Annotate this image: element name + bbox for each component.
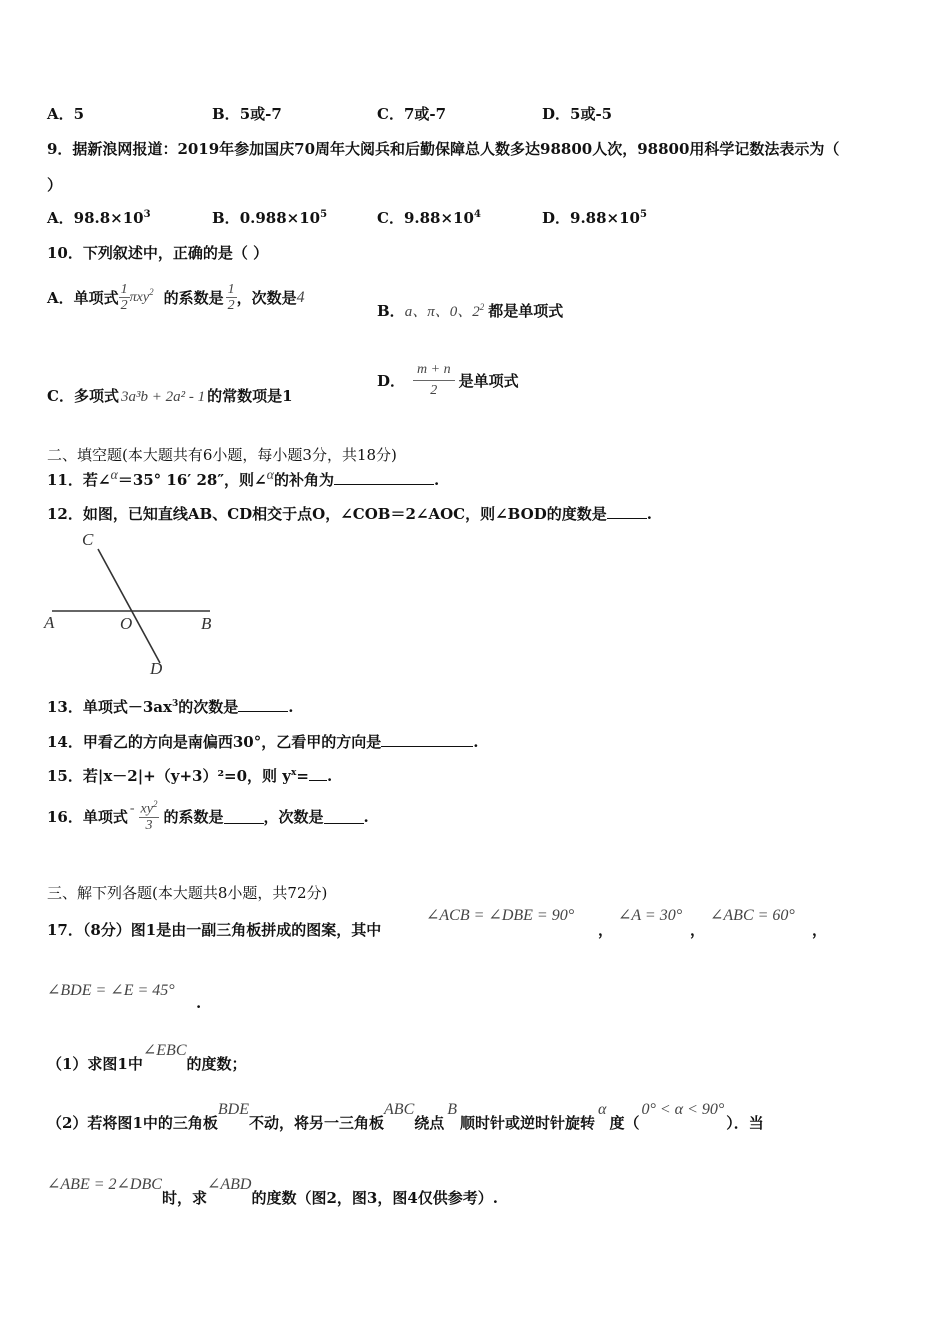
math-range: 0° < α < 90° [641,1101,725,1118]
option-label: A．单项式 [47,289,119,308]
option-text: 9.88×10 [403,209,474,227]
q12-figure [40,525,230,685]
q17-stem: 17．（8分）图1是由一副三角板拼成的图案，其中 [47,921,382,939]
q14-text: . [473,733,479,751]
option-exponent: 3 [143,209,151,220]
math-exponent: x [290,768,297,778]
option-text: 都是单项式 [488,302,564,320]
q17-text: 不动，将另一三角板 [249,1114,385,1132]
q17-eq-a: ∠A = 30° [618,907,683,924]
math-exponent: 2 [479,302,485,312]
q17-sep: ， [690,921,706,939]
q10-option-c [47,385,293,406]
label-a: A [44,613,55,632]
q17-part-1 [47,1042,247,1074]
option-letter: A． [47,105,74,123]
answer-blank[interactable] [324,809,364,824]
answer-blank[interactable] [238,697,288,712]
q9-stem-close: ） [47,176,63,194]
option-label: D． [377,371,406,390]
q17-eq-abc: ∠ABC = 60° [710,907,795,924]
math-alpha: α [110,468,118,483]
fraction-numerator: 1 [227,282,235,297]
q13 [47,696,294,717]
option-exponent: 5 [320,209,328,220]
q16-text: 的系数是 [163,808,224,827]
q8-option-a [47,103,84,124]
fraction-denominator: 3 [145,818,153,834]
option-letter: C． [377,209,404,227]
fraction-denominator: 2 [227,298,235,314]
q8-option-d [542,103,612,124]
math-variable: xy [140,801,153,817]
option-letter: A． [47,209,74,227]
q12-text: . [646,505,652,523]
line-cd [98,549,160,663]
fraction-denominator: 2 [120,298,128,314]
q10-option-a [47,282,305,314]
option-letter: B． [212,209,240,227]
math-value: 4 [296,288,305,306]
answer-blank[interactable] [607,504,647,519]
q17-text: 度（ [609,1114,640,1132]
option-letter: D． [542,105,571,123]
q17-text: 绕点 [414,1114,445,1132]
math-angle: ∠EBC [142,1042,187,1059]
math-sign: - [129,800,135,816]
fraction [413,362,455,399]
option-label: B． [377,302,405,320]
label-b: B [201,614,212,633]
option-text: 5或-7 [239,105,282,123]
math-variable: πxy [129,289,150,305]
math-triangle: ABC [384,1101,415,1118]
q17-text: （2）若将图1中的三角板 [47,1114,218,1132]
answer-blank[interactable] [381,732,473,747]
option-label: C．多项式 [47,387,119,405]
math-exponent: 3 [171,699,179,709]
q17-text: ）．当 [726,1114,764,1132]
math-alpha: α [598,1101,607,1118]
q9-option-b [212,207,327,228]
option-text: 5或-5 [570,105,613,123]
q17-dot: . [196,994,202,1012]
option-exponent: 4 [473,209,481,220]
q16 [47,800,369,833]
math-triangle: BDE [217,1101,249,1118]
option-text: 5 [73,105,85,123]
answer-blank[interactable] [224,809,264,824]
math-angle: ∠ABD [206,1176,252,1193]
fraction-numerator: 1 [120,282,128,297]
q16-text: 16．单项式 [47,808,128,827]
q9-stem: 9．据新浪网报道：2019年参加国庆70周年大阅兵和后勤保障总人数多达98800人次，98800用科学记数法表示为（ [47,140,840,158]
label-c: C [82,530,94,549]
section-2-title: 二、填空题(本大题共有6小题，每小题3分，共18分) [47,446,397,464]
q17-text: 顺时针或逆时针旋转 [460,1114,596,1132]
q9-option-d [542,207,647,228]
option-letter: C． [377,105,404,123]
option-text: 9.88×10 [570,209,640,227]
q9-option-c [377,207,481,228]
section-3-title: 三、解下列各题(本大题共8小题，共72分) [47,884,328,902]
option-text: ，次数是 [236,289,297,308]
fraction [119,282,130,314]
q8-option-b [212,103,282,124]
option-letter: D． [542,209,571,227]
option-text: 是单项式 [458,371,519,390]
label-o: O [120,614,133,633]
q15 [47,765,332,786]
math-condition: ∠ABE = 2∠DBC [47,1176,162,1193]
q17-sep: ， [598,921,614,939]
q10-stem: 10．下列叙述中，正确的是（ ） [47,244,269,262]
q10-option-b [377,300,563,321]
q17-text: 的度数； [186,1055,247,1073]
q16-text: . [363,807,369,826]
q17-part-3 [47,1176,499,1208]
q17-text: （1）求图1中 [47,1055,143,1073]
q15-text: 15．若|x－2|+（y+3）²=0，则 y [47,767,291,785]
q16-text: ，次数是 [263,808,324,827]
q17-part-2 [47,1101,764,1133]
option-letter: B． [212,105,240,123]
q13-text: 13．单项式－3ax [47,698,172,716]
q13-text: 的次数是 [178,698,239,716]
q11-text: 的补角为 [273,471,334,489]
math-expression: 3a³b + 2a² - 1 [120,389,206,405]
q11-text: . [433,471,440,489]
fraction-denominator: 2 [430,383,438,399]
fraction-numerator: m + n [413,362,455,381]
label-d: D [150,659,163,678]
q15-text: . [326,767,333,785]
option-text: 7或-7 [403,105,447,123]
q17-text: 时，求 [161,1189,207,1207]
q13-text: . [288,698,294,716]
option-text: 98.8×10 [73,209,144,227]
q15-text: = [296,767,309,785]
q14 [47,731,479,752]
answer-blank[interactable] [334,470,434,485]
option-exponent: 5 [640,209,647,220]
math-point: B [447,1101,458,1118]
q11-text: ＝35° 16′ 28″，则∠ [117,471,267,489]
q10-option-d [377,362,519,399]
fraction [139,800,160,833]
math-expression: a、π、0、2 [404,304,480,320]
q12-text: 12．如图，已知直线AB、CD相交于点O，∠COB＝2∠AOC，则∠BOD的度数是 [47,505,607,523]
math-exponent: 2 [152,799,158,809]
q17-sep: ， [812,921,828,939]
q11-text: 11．若∠ [47,471,111,489]
q14-text: 14．甲看乙的方向是南偏西30°，乙看甲的方向是 [47,733,382,751]
q11 [47,469,439,490]
fraction-numerator [139,800,160,818]
q17-eq-bde-e: ∠BDE = ∠E = 45° [47,982,175,999]
q17-eq-acb-dbe: ∠ACB = ∠DBE = 90° [426,907,575,924]
math-alpha: α [266,468,274,483]
q17-text: 的度数（图2，图3，图4仅供参考）. [251,1189,499,1207]
option-text: 0.988×10 [239,209,321,227]
math-exponent: 2 [149,286,154,297]
q8-option-c [377,103,446,124]
option-text: 的系数是 [163,289,224,308]
option-text: 的常数项是1 [207,387,293,405]
q9-option-a [47,207,151,228]
answer-blank[interactable] [309,766,327,781]
fraction [226,282,237,314]
q12 [47,503,652,524]
